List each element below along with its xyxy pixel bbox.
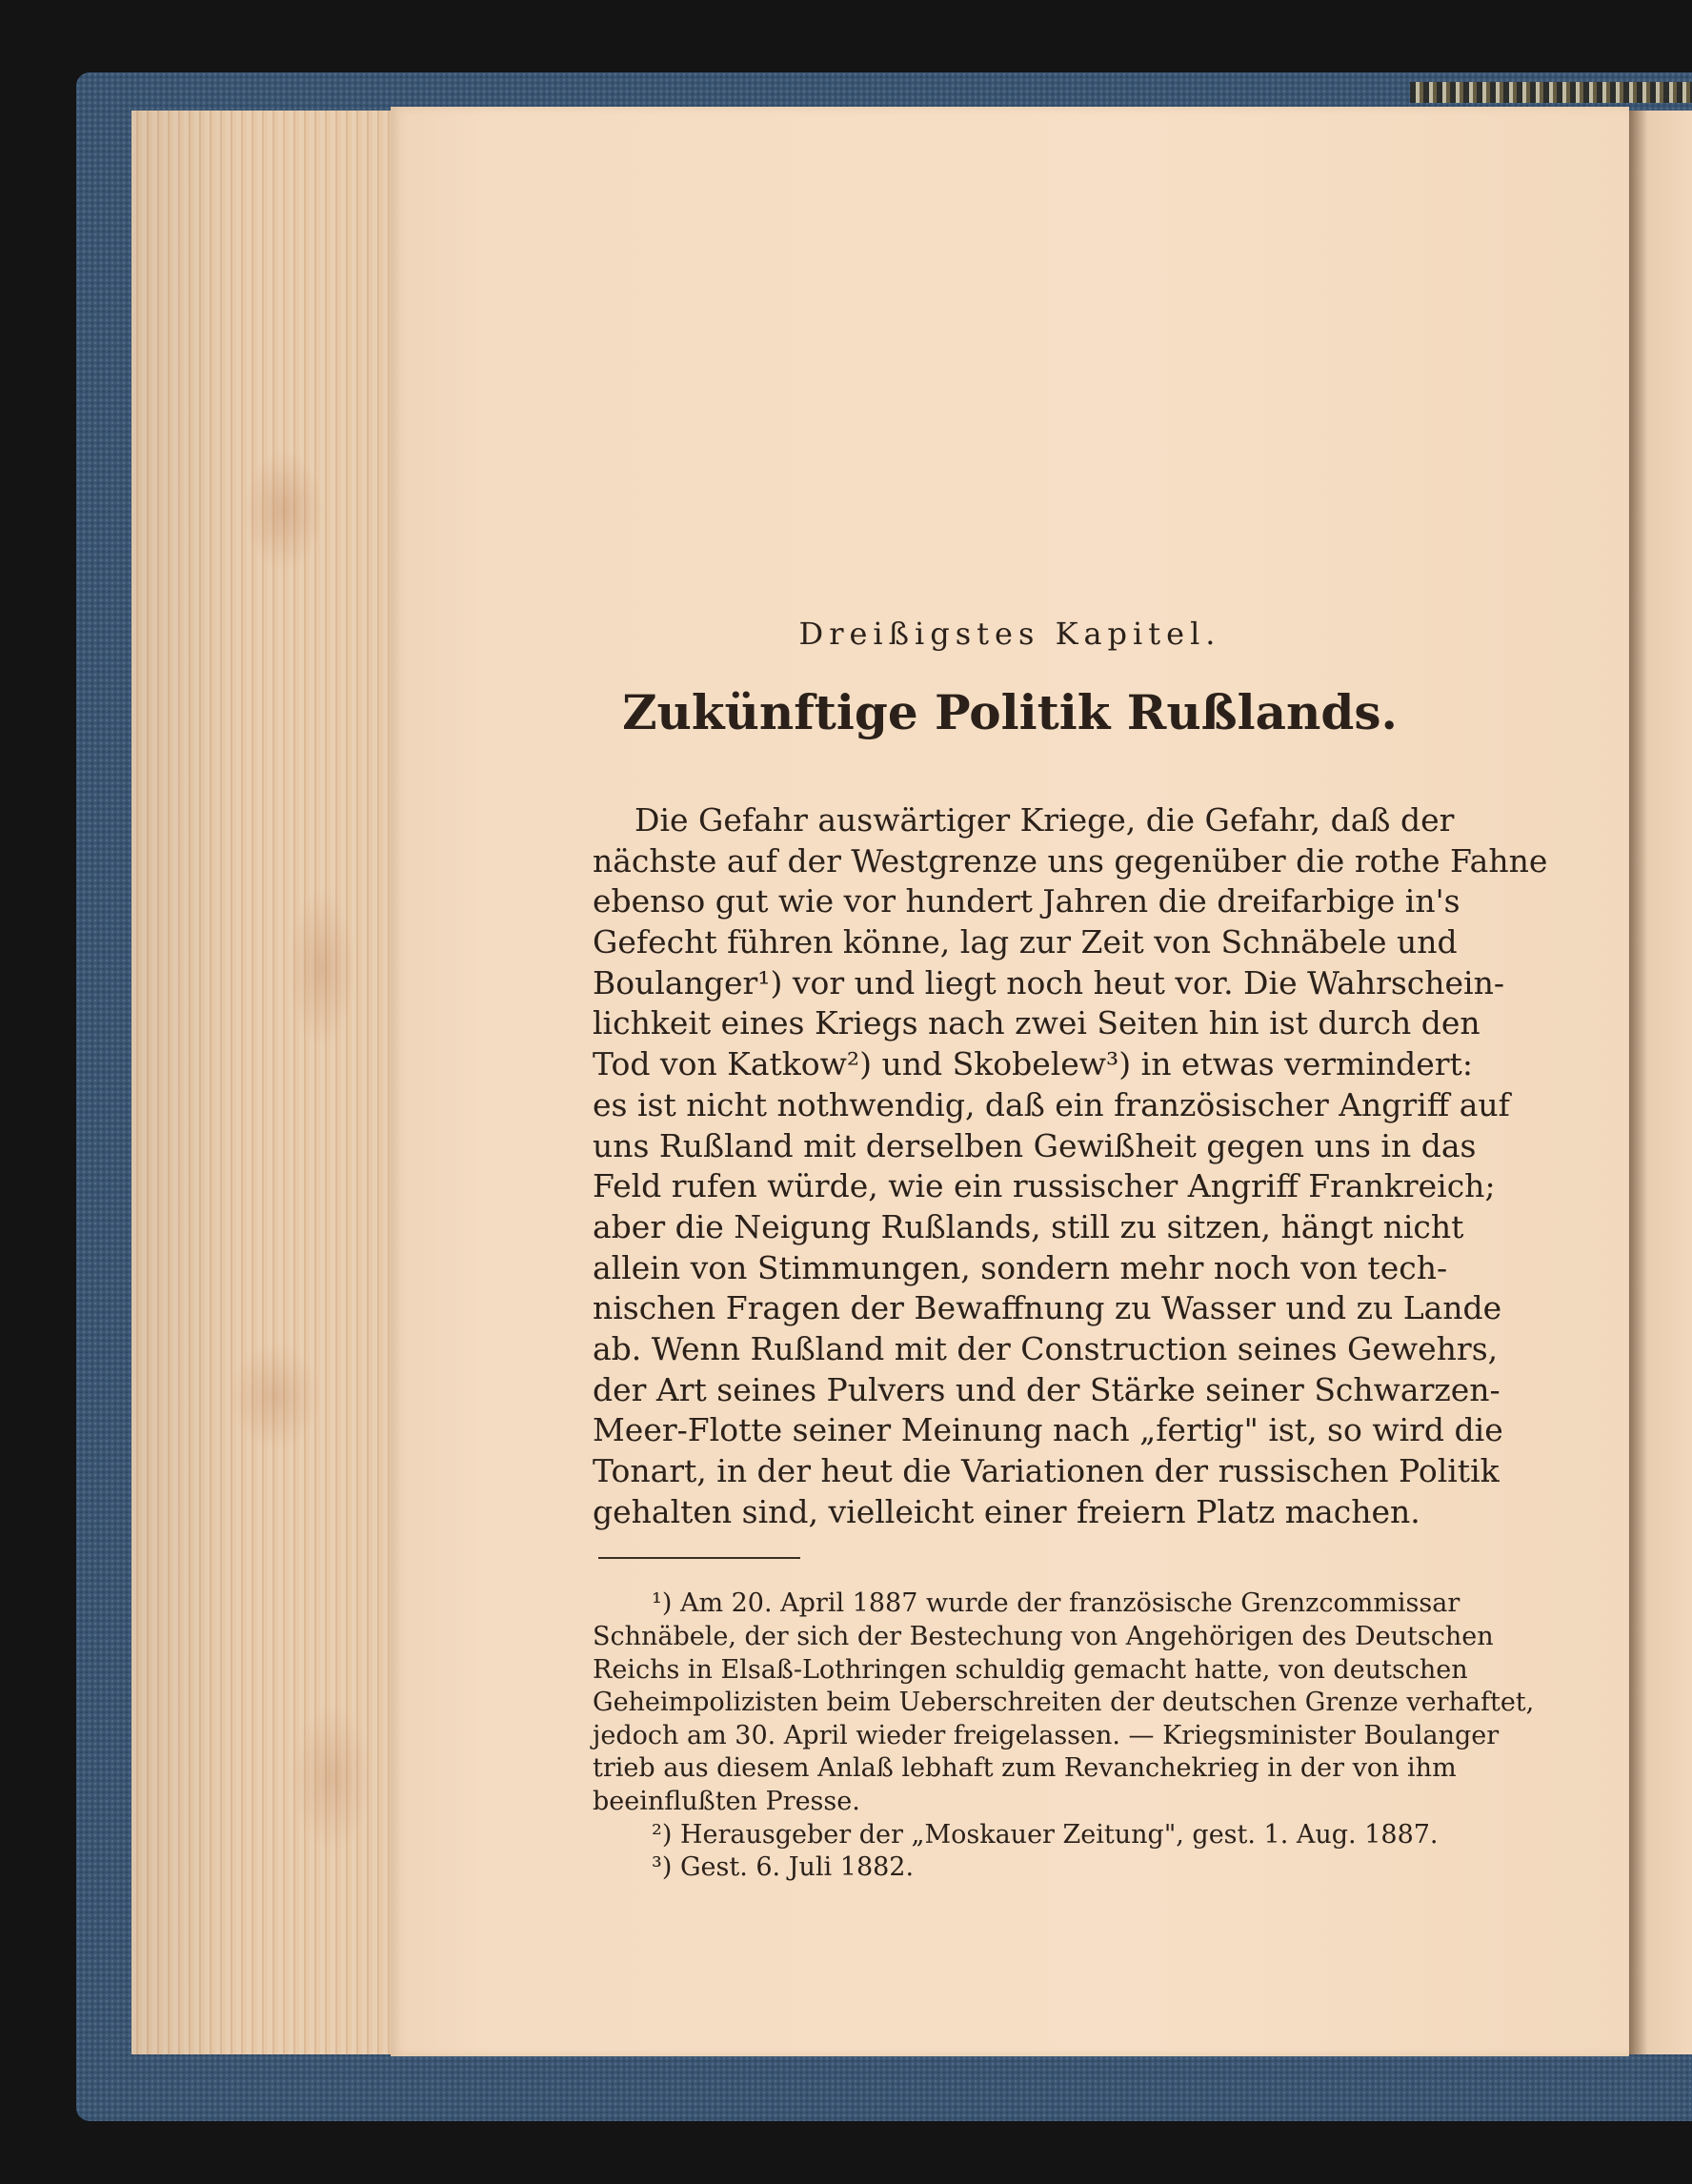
facing-page-edge [1629, 111, 1692, 2054]
chapter-number: Dreißigstes Kapitel. [798, 616, 1221, 652]
page-block-edges [131, 111, 398, 2054]
footnote-1-line: Schnäbele, der sich der Bestechung von Angehörigen des Deutschen [593, 1621, 1494, 1651]
body-paragraph [593, 800, 1548, 1532]
body-line: es ist nicht nothwendig, daß ein französischer Angriff auf [593, 1085, 1510, 1123]
body-line: ebenso gut wie vor hundert Jahren die dreifarbige in's [593, 882, 1460, 920]
footnotes [593, 1587, 1535, 1884]
footnote-1-line: Geheimpolizisten beim Ueberschreiten der deutschen Grenze verhaftet, [593, 1688, 1535, 1718]
body-line: Gefecht führen könne, lag zur Zeit von Schnäbele und [593, 923, 1458, 961]
page-text [593, 610, 1548, 1885]
body-line: ab. Wenn Rußland mit der Construction seines Gewehrs, [593, 1329, 1499, 1367]
footnote-1-line: ¹) Am 20. April 1887 wurde der französische Grenzcommissar [652, 1588, 1460, 1619]
body-line: lichkeit eines Kriegs nach zwei Seiten hin ist durch den [593, 1004, 1480, 1042]
body-line: gehalten sind, vielleicht einer freiern Platz machen. [593, 1492, 1420, 1530]
body-line: Feld rufen würde, wie ein russischer Angriff Frankreich; [593, 1167, 1496, 1205]
footnote-2: ²) Herausgeber der „Moskauer Zeitung", gest. 1. Aug. 1887. [652, 1819, 1439, 1850]
body-line: Boulanger¹) vor und liegt noch heut vor. Die Wahrschein- [593, 963, 1504, 1001]
body-line: nischen Fragen der Bewaffnung zu Wasser und zu Lande [593, 1289, 1502, 1327]
book-headband [1410, 82, 1692, 103]
body-line: allein von Stimmungen, sondern mehr noch von tech- [593, 1248, 1448, 1286]
footnote-1-line: trieb aus diesem Anlaß lebhaft zum Revanchekrieg in der von ihm [593, 1753, 1457, 1784]
body-line: Die Gefahr auswärtiger Kriege, die Gefahr, daß der [634, 801, 1455, 839]
body-line: Tod von Katkow²) und Skobelew³) in etwas vermindert: [593, 1045, 1473, 1083]
footnote-1-line: beeinflußten Presse. [593, 1786, 860, 1816]
body-line: der Art seines Pulvers und der Stärke seiner Schwarzen- [593, 1370, 1501, 1408]
body-line: nächste auf der Westgrenze uns gegenüber die rothe Fahne [593, 841, 1548, 880]
footnote-1-line: jedoch am 30. April wieder freigelassen. — Kriegsminister Boulanger [593, 1720, 1500, 1750]
body-line: uns Rußland mit derselben Gewißheit gegen uns in das [593, 1126, 1477, 1164]
footnote-divider [598, 1557, 800, 1559]
footnote-1-line: Reichs in Elsaß-Lothringen schuldig gemacht hatte, von deutschen [593, 1654, 1468, 1685]
chapter-title: Zukünftige Politik Rußlands. [622, 684, 1398, 740]
footnote-3: ³) Gest. 6. Juli 1882. [652, 1852, 915, 1883]
body-line: Tonart, in der heut die Variationen der russischen Politik [593, 1452, 1500, 1489]
body-line: Meer-Flotte seiner Meinung nach „fertig" ist, so wird die [593, 1411, 1503, 1449]
body-line: aber die Neigung Rußlands, still zu sitzen, hängt nicht [593, 1207, 1464, 1245]
